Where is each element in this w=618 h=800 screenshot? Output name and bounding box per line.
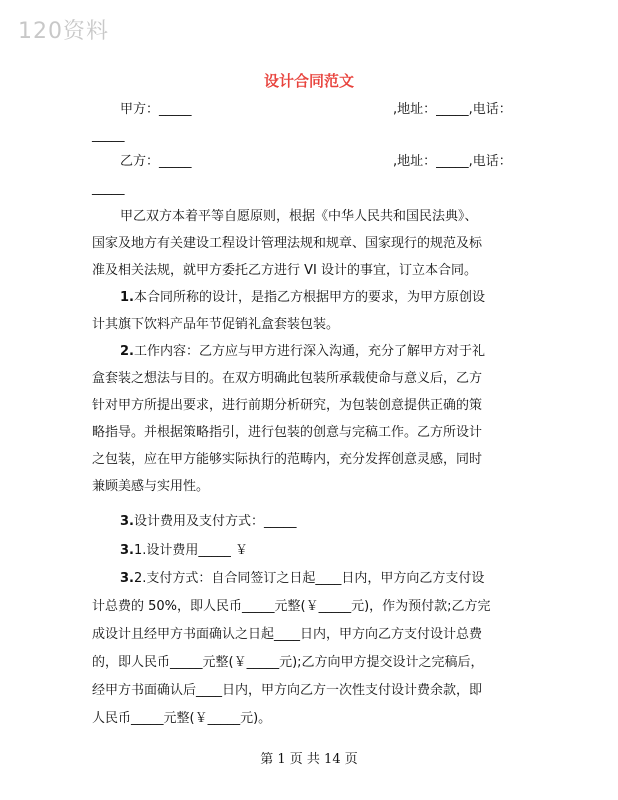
clause-1-line-1 <box>120 288 485 308</box>
clause-1-line-2: 计其旗下饮料产品年节促销礼盒套装包装。 <box>92 317 340 332</box>
clause-3-1-line <box>120 541 248 561</box>
intro-line-2: 国家及地方有关建设工程设计管理法规和规章、国家现行的规范及标 <box>92 236 483 251</box>
clause-3-1-number: 3. <box>120 543 134 558</box>
clause-2-line-1 <box>120 342 485 362</box>
clause-3-line <box>120 512 297 532</box>
clause-1-text: 本合同所称的设计，是指乙方根据甲方的要求，为甲方原创设 <box>133 290 485 305</box>
clause-3-1-text: 1.设计费用_____ ￥ <box>133 543 249 558</box>
clause-3-number: 3. <box>120 514 134 529</box>
party-b-label: 乙方：_____ <box>120 154 192 169</box>
clause-3-2-line-1 <box>120 569 484 589</box>
party-a-tail: _____ <box>92 128 125 143</box>
document-title: 设计合同范文 <box>263 72 354 90</box>
clause-2-line-6: 兼顾美感与实用性。 <box>92 479 210 494</box>
clause-3-2-text: 2.支付方式：自合同签订之日起____日内，甲方向乙方支付设 <box>133 571 485 586</box>
clause-1-number: 1. <box>120 290 134 305</box>
party-a-label: 甲方：_____ <box>120 102 192 117</box>
page-footer: 第 1 页 共 14 页 <box>260 752 358 767</box>
intro-line-1: 甲乙双方本着平等自愿原则，根据《中华人民共和国民法典》、 <box>120 209 478 224</box>
clause-3-2-line-4: 的，即人民币_____元整(￥_____元);乙方向甲方提交设计之完稿后， <box>92 655 484 670</box>
clause-3-2-line-5: 经甲方书面确认后____日内，甲方向乙方一次性支付设计费余款，即 <box>92 683 483 698</box>
party-b-address: ,地址：_____,电话： <box>393 154 512 169</box>
clause-2-line-4: 略指导。并根据策略指引，进行包装的创意与完稿工作。乙方所设计 <box>92 425 483 440</box>
clause-3-text: 设计费用及支付方式：_____ <box>133 514 297 529</box>
party-a-address: ,地址：_____,电话： <box>393 102 512 117</box>
intro-line-3: 准及相关法规，就甲方委托乙方进行 VI 设计的事宜，订立本合同。 <box>92 263 477 278</box>
clause-2-text: 工作内容：乙方应与甲方进行深入沟通，充分了解甲方对于礼 <box>133 344 485 359</box>
party-b-tail: _____ <box>92 181 125 196</box>
clause-3-2-number: 3. <box>120 571 134 586</box>
clause-2-line-5: 之包装，应在甲方能够实际执行的范畴内，充分发挥创意灵感，同时 <box>92 452 483 467</box>
clause-3-2-line-3: 成设计且经甲方书面确认之日起____日内，甲方向乙方支付设计总费 <box>92 627 483 642</box>
clause-3-2-line-6: 人民币_____元整(￥_____元)。 <box>92 711 272 726</box>
clause-3-2-line-2: 计总费的 50%，即人民币_____元整(￥_____元)，作为预付款;乙方完 <box>92 599 491 614</box>
watermark: 120资料 <box>18 19 109 44</box>
clause-2-number: 2. <box>120 344 134 359</box>
clause-2-line-3: 针对甲方所提出要求，进行前期分析研究，为包装创意提供正确的策 <box>92 398 483 413</box>
clause-2-line-2: 盒套装之想法与目的。在双方明确此包装所承载使命与意义后，乙方 <box>92 371 483 386</box>
